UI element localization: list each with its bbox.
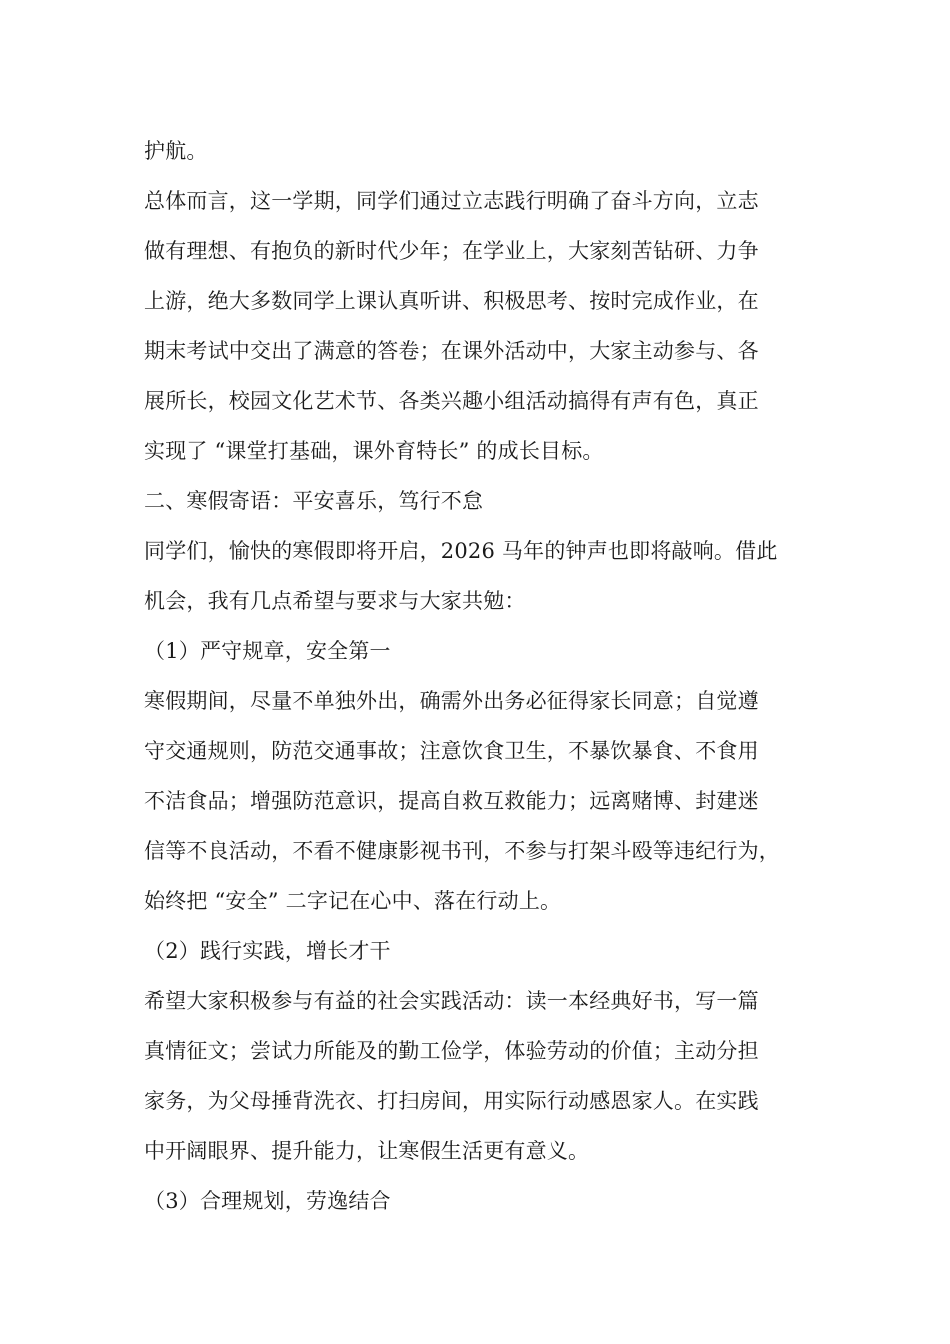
paragraph-line: 寒假期间，尽量不单独外出，确需外出务必征得家长同意；自觉遵 (144, 689, 759, 713)
section-heading: 二、寒假寄语：平安喜乐，笃行不怠 (144, 489, 484, 513)
paragraph-line: 始终把 “安全” 二字记在心中、落在行动上。 (144, 889, 562, 913)
paragraph-line: 信等不良活动，不看不健康影视书刊，不参与打架斗殴等违纪行为， (144, 839, 780, 863)
paragraph-line: 守交通规则，防范交通事故；注意饮食卫生，不暴饮暴食、不食用 (144, 739, 759, 763)
paragraph-line: 做有理想、有抱负的新时代少年；在学业上，大家刻苦钻研、力争 (144, 239, 759, 263)
paragraph-line: 实现了 “课堂打基础，课外育特长” 的成长目标。 (144, 439, 604, 463)
paragraph-line: 上游，绝大多数同学上课认真听讲、积极思考、按时完成作业，在 (144, 289, 759, 313)
document-body (144, 131, 824, 1231)
paragraph-line: 希望大家积极参与有益的社会实践活动：读一本经典好书，写一篇 (144, 989, 759, 1013)
subheading: （1）严守规章，安全第一 (144, 639, 391, 663)
paragraph-line: 展所长，校园文化艺术节、各类兴趣小组活动搞得有声有色，真正 (144, 389, 759, 413)
paragraph-line: 同学们，愉快的寒假即将开启，2026 马年的钟声也即将敲响。借此 (144, 539, 778, 563)
paragraph-line: 机会，我有几点希望与要求与大家共勉： (144, 589, 526, 613)
paragraph-line: 中开阔眼界、提升能力，让寒假生活更有意义。 (144, 1139, 590, 1163)
paragraph-line: 家务，为父母捶背洗衣、打扫房间，用实际行动感恩家人。在实践 (144, 1089, 759, 1113)
text-line: 护航。 (144, 139, 208, 163)
paragraph-line: 期末考试中交出了满意的答卷；在课外活动中，大家主动参与、各 (144, 339, 759, 363)
paragraph-line: 不洁食品；增强防范意识，提高自救互救能力；远离赌博、封建迷 (144, 789, 759, 813)
subheading: （2）践行实践，增长才干 (144, 939, 391, 963)
paragraph-line: 真情征文；尝试力所能及的勤工俭学，体验劳动的价值；主动分担 (144, 1039, 759, 1063)
subheading: （3）合理规划，劳逸结合 (144, 1189, 391, 1213)
paragraph-line: 总体而言，这一学期，同学们通过立志践行明确了奋斗方向，立志 (144, 189, 759, 213)
